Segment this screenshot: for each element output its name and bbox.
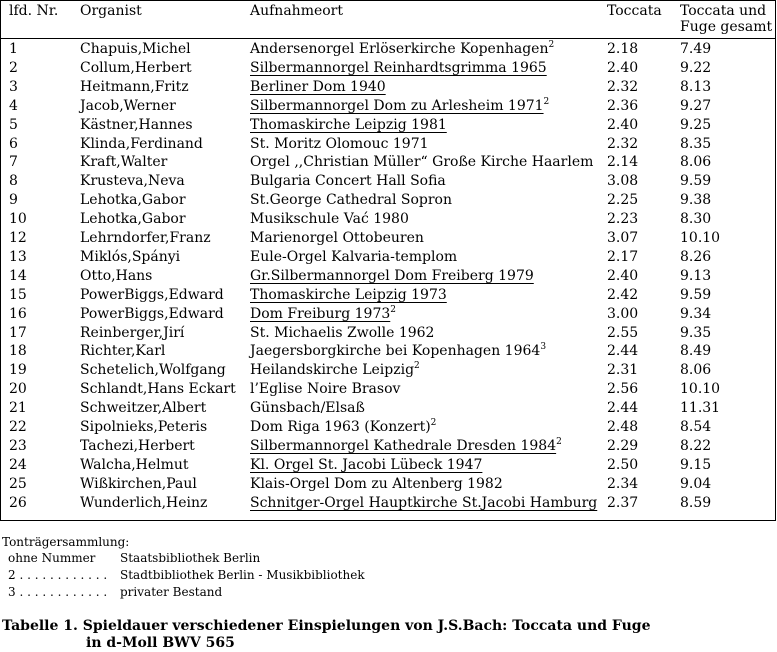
row-toccata: 2.32 <box>607 79 639 95</box>
row-number: 6 <box>9 136 18 152</box>
row-gesamt: 9.15 <box>680 457 712 473</box>
row-organist: PowerBiggs,Edward <box>80 287 224 303</box>
row-aufnahmeort <box>250 325 434 341</box>
row-number: 12 <box>9 230 27 246</box>
row-aufnahmeort-text: Orgel ,,Christian Müller“ Große Kirche Haarlem <box>250 154 594 170</box>
row-aufnahmeort-text: Eule-Orgel Kalvaria-templom <box>250 249 458 265</box>
row-toccata: 2.25 <box>607 192 639 208</box>
row-organist: Reinberger,Jirí <box>80 325 185 341</box>
row-toccata: 2.32 <box>607 136 639 152</box>
row-aufnahmeort <box>250 98 549 114</box>
row-number: 5 <box>9 117 18 133</box>
row-aufnahmeort <box>250 249 457 265</box>
row-toccata: 2.44 <box>607 343 639 359</box>
row-number: 2 <box>9 60 18 76</box>
row-number: 8 <box>9 173 18 189</box>
row-aufnahmeort-text: Gr.Silbermannorgel Dom Freiberg 1979 <box>250 268 534 284</box>
row-aufnahmeort <box>250 287 447 303</box>
row-aufnahmeort-text: Musikschule Vać 1980 <box>250 211 409 227</box>
row-number: 7 <box>9 154 18 170</box>
row-gesamt: 8.26 <box>680 249 712 265</box>
row-aufnahmeort-text: Dom Freiburg 1973 <box>250 306 391 322</box>
row-organist: Lehrndorfer,Franz <box>80 230 211 246</box>
note-value: Stadtbibliothek Berlin - Musikbibliothek <box>120 568 365 582</box>
row-organist: Krusteva,Neva <box>80 173 185 189</box>
row-aufnahmeort <box>250 136 429 152</box>
row-number: 23 <box>9 438 27 454</box>
row-gesamt: 9.59 <box>680 287 712 303</box>
row-number: 17 <box>9 325 27 341</box>
row-organist: Kraft,Walter <box>80 154 168 170</box>
notes-title: Tonträgersammlung: <box>2 535 130 549</box>
row-gesamt: 8.06 <box>680 362 712 378</box>
row-number: 14 <box>9 268 27 284</box>
row-aufnahmeort-text: Andersenorgel Erlöserkirche Kopenhagen <box>250 41 549 57</box>
row-aufnahmeort-text: Thomaskirche Leipzig 1981 <box>250 117 447 133</box>
row-aufnahmeort-text: Jaegersborgkirche bei Kopenhagen 1964 <box>250 343 541 359</box>
row-aufnahmeort-text: Günsbach/Elsaß <box>250 400 365 416</box>
note-key: ohne Nummer <box>8 551 96 565</box>
row-aufnahmeort-text: Silbermannorgel Dom zu Arlesheim 1971 <box>250 98 544 114</box>
row-gesamt: 9.25 <box>680 117 712 133</box>
row-aufnahmeort <box>250 381 400 397</box>
row-toccata: 2.55 <box>607 325 639 341</box>
row-gesamt: 9.35 <box>680 325 712 341</box>
row-gesamt: 10.10 <box>680 381 721 397</box>
row-gesamt: 8.06 <box>680 154 712 170</box>
row-toccata: 2.56 <box>607 381 639 397</box>
row-number: 19 <box>9 362 27 378</box>
row-number: 1 <box>9 41 18 57</box>
row-toccata: 3.07 <box>607 230 639 246</box>
row-toccata: 2.34 <box>607 476 639 492</box>
footnote-marker: 2 <box>414 361 420 371</box>
row-organist: Lehotka,Gabor <box>80 192 186 208</box>
row-organist: Jacob,Werner <box>80 98 176 114</box>
footnote-marker: 2 <box>390 305 396 315</box>
row-aufnahmeort <box>250 230 424 246</box>
row-organist: Schlandt,Hans Eckart <box>80 381 236 397</box>
row-gesamt: 9.22 <box>680 60 712 76</box>
row-aufnahmeort-text: St. Moritz Olomouc 1971 <box>250 136 429 152</box>
row-aufnahmeort <box>250 400 365 416</box>
row-number: 9 <box>9 192 18 208</box>
row-toccata: 2.48 <box>607 419 639 435</box>
row-aufnahmeort <box>250 438 562 454</box>
row-aufnahmeort <box>250 419 436 435</box>
footnote-marker: 2 <box>430 418 437 428</box>
row-aufnahmeort-text: Schnitger-Orgel Hauptkirche St.Jacobi Hamburg <box>250 495 598 511</box>
row-organist: Richter,Karl <box>80 343 166 359</box>
row-aufnahmeort <box>250 306 396 322</box>
row-aufnahmeort <box>250 343 546 359</box>
row-number: 4 <box>9 98 18 114</box>
row-aufnahmeort-text: l’Eglise Noire Brasov <box>250 381 401 397</box>
row-aufnahmeort <box>250 362 420 378</box>
row-gesamt: 9.34 <box>680 306 712 322</box>
header-nr: lfd. Nr. <box>9 3 59 19</box>
row-number: 3 <box>9 79 18 95</box>
row-gesamt: 8.59 <box>680 495 712 511</box>
row-aufnahmeort-text: Heilandskirche Leipzig <box>250 362 415 378</box>
row-aufnahmeort <box>250 173 446 189</box>
header-organist: Organist <box>80 3 142 19</box>
header-aufnahmeort: Aufnahmeort <box>250 3 343 19</box>
row-organist: Chapuis,Michel <box>80 41 191 57</box>
row-gesamt: 9.27 <box>680 98 712 114</box>
row-toccata: 2.18 <box>607 41 639 57</box>
row-organist: Collum,Herbert <box>80 60 192 76</box>
caption-line-1: Tabelle 1. Spieldauer verschiedener Einspielungen von J.S.Bach: Toccata und Fuge <box>2 618 651 634</box>
note-value: privater Bestand <box>120 585 223 599</box>
row-aufnahmeort <box>250 117 447 133</box>
row-gesamt: 9.38 <box>680 192 712 208</box>
row-gesamt: 8.35 <box>680 136 712 152</box>
row-number: 25 <box>9 476 27 492</box>
row-gesamt: 8.49 <box>680 343 712 359</box>
note-key: 3 . . . . . . . . . . . . <box>8 585 108 599</box>
row-aufnahmeort <box>250 79 386 95</box>
row-organist: Miklós,Spányi <box>80 249 181 265</box>
row-gesamt: 11.31 <box>680 400 721 416</box>
footnote-marker: 2 <box>556 437 562 447</box>
row-aufnahmeort-text: Silbermannorgel Kathedrale Dresden 1984 <box>250 438 557 454</box>
row-aufnahmeort <box>250 60 547 76</box>
row-gesamt: 9.59 <box>680 173 712 189</box>
note-value: Staatsbibliothek Berlin <box>120 551 261 565</box>
row-aufnahmeort <box>250 495 597 511</box>
row-aufnahmeort-text: Silbermannorgel Reinhardtsgrimma 1965 <box>250 60 547 76</box>
row-organist: Lehotka,Gabor <box>80 211 186 227</box>
row-toccata: 3.00 <box>607 306 639 322</box>
row-number: 13 <box>9 249 27 265</box>
row-toccata: 2.40 <box>607 268 639 284</box>
row-organist: Sipolnieks,Peteris <box>80 419 208 435</box>
row-gesamt: 8.30 <box>680 211 712 227</box>
row-number: 26 <box>9 495 27 511</box>
row-aufnahmeort <box>250 476 503 492</box>
footnote-marker: 3 <box>540 342 547 352</box>
note-key: 2 . . . . . . . . . . . . <box>8 568 108 582</box>
row-toccata: 2.29 <box>607 438 639 454</box>
row-number: 15 <box>9 287 27 303</box>
row-organist: Schweitzer,Albert <box>80 400 207 416</box>
row-aufnahmeort-text: Kl. Orgel St. Jacobi Lübeck 1947 <box>250 457 483 473</box>
row-toccata: 2.40 <box>607 60 639 76</box>
caption-line-2: in d-Moll BWV 565 <box>86 635 235 651</box>
row-toccata: 2.17 <box>607 249 639 265</box>
row-toccata: 2.50 <box>607 457 639 473</box>
table-caption <box>2 618 650 652</box>
row-toccata: 2.23 <box>607 211 639 227</box>
row-number: 10 <box>9 211 27 227</box>
row-organist: Walcha,Helmut <box>80 457 189 473</box>
row-toccata: 2.31 <box>607 362 639 378</box>
row-gesamt: 10.10 <box>680 230 721 246</box>
row-aufnahmeort <box>250 154 593 170</box>
row-gesamt: 7.49 <box>680 41 712 57</box>
row-aufnahmeort-text: Thomaskirche Leipzig 1973 <box>250 287 447 303</box>
row-number: 24 <box>9 457 27 473</box>
header-gesamt-2: Fuge gesamt <box>680 19 773 35</box>
row-number: 20 <box>9 381 27 397</box>
row-aufnahmeort-text: Bulgaria Concert Hall Sofia <box>250 173 446 189</box>
row-toccata: 2.40 <box>607 117 639 133</box>
row-toccata: 3.08 <box>607 173 639 189</box>
row-organist: Klinda,Ferdinand <box>80 136 203 152</box>
row-organist: Wißkirchen,Paul <box>80 476 197 492</box>
row-aufnahmeort-text: Berliner Dom 1940 <box>250 79 386 95</box>
row-aufnahmeort-text: Marienorgel Ottobeuren <box>250 230 424 246</box>
row-aufnahmeort <box>250 41 554 57</box>
header-divider <box>1 38 775 39</box>
row-aufnahmeort-text: St.George Cathedral Sopron <box>250 192 452 208</box>
row-number: 21 <box>9 400 27 416</box>
footnote-marker: 2 <box>543 97 550 107</box>
row-gesamt: 9.04 <box>680 476 712 492</box>
row-aufnahmeort <box>250 457 482 473</box>
row-aufnahmeort-text: Dom Riga 1963 (Konzert) <box>250 419 431 435</box>
row-aufnahmeort-text: Klais-Orgel Dom zu Altenberg 1982 <box>250 476 503 492</box>
header-gesamt-1: Toccata und <box>680 3 767 19</box>
header-toccata: Toccata <box>607 3 662 19</box>
row-toccata: 2.42 <box>607 287 639 303</box>
row-number: 18 <box>9 343 27 359</box>
row-organist: Heitmann,Fritz <box>80 79 189 95</box>
row-number: 16 <box>9 306 27 322</box>
row-organist: Schetelich,Wolfgang <box>80 362 226 378</box>
row-aufnahmeort <box>250 192 452 208</box>
row-gesamt: 9.13 <box>680 268 712 284</box>
row-organist: Tachezi,Herbert <box>80 438 195 454</box>
row-toccata: 2.44 <box>607 400 639 416</box>
row-aufnahmeort <box>250 211 409 227</box>
row-toccata: 2.37 <box>607 495 639 511</box>
row-gesamt: 8.13 <box>680 79 712 95</box>
row-gesamt: 8.54 <box>680 419 712 435</box>
row-organist: Wunderlich,Heinz <box>80 495 208 511</box>
row-aufnahmeort <box>250 268 534 284</box>
row-toccata: 2.36 <box>607 98 639 114</box>
footnote-marker: 2 <box>548 40 555 50</box>
row-organist: Otto,Hans <box>80 268 153 284</box>
row-number: 22 <box>9 419 27 435</box>
row-organist: PowerBiggs,Edward <box>80 306 224 322</box>
row-gesamt: 8.22 <box>680 438 712 454</box>
row-organist: Kästner,Hannes <box>80 117 193 133</box>
row-toccata: 2.14 <box>607 154 639 170</box>
row-aufnahmeort-text: St. Michaelis Zwolle 1962 <box>250 325 435 341</box>
